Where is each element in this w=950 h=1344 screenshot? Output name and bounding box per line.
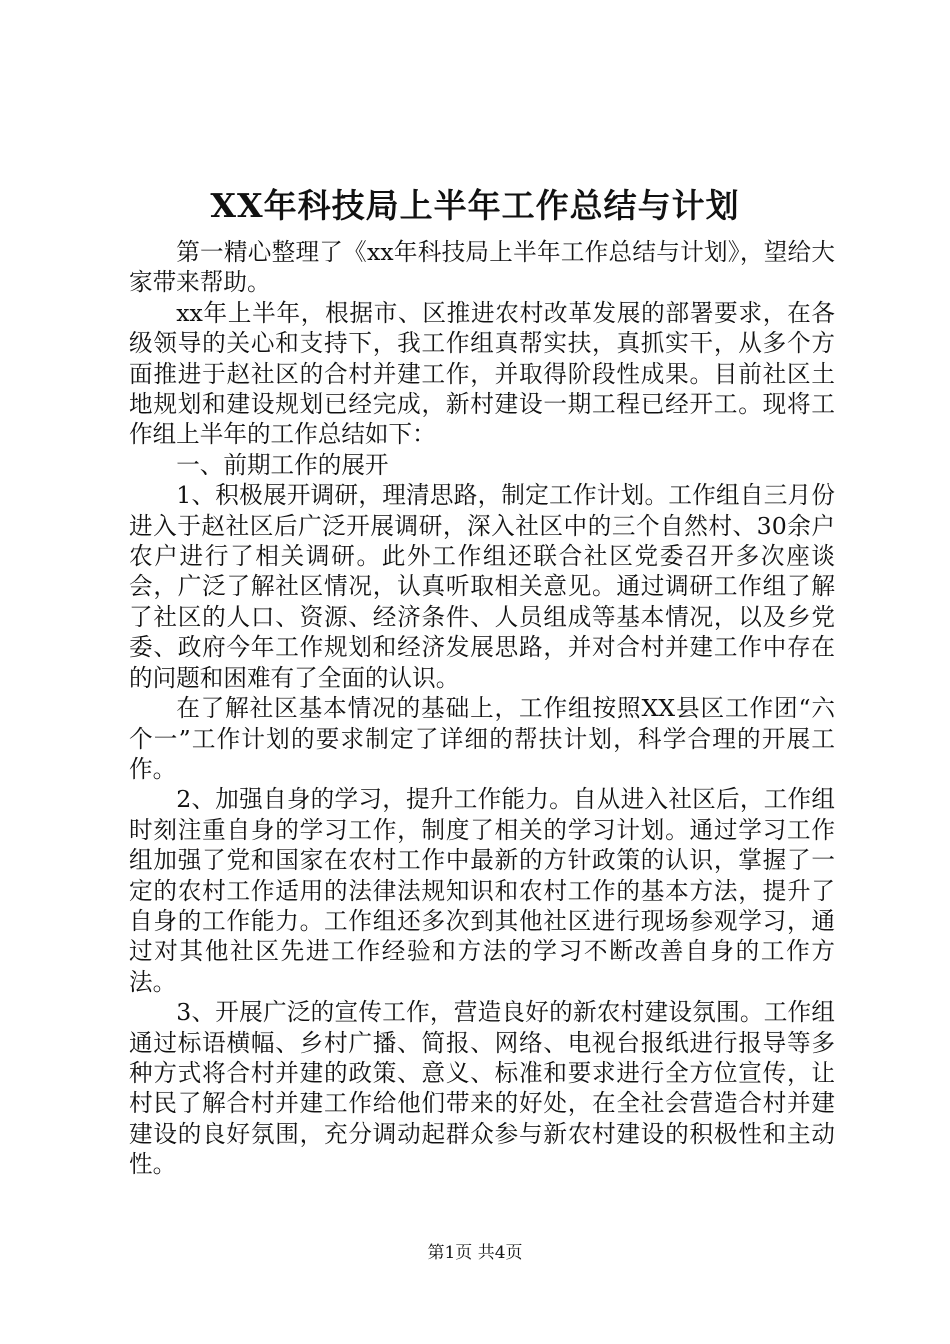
section-heading: 一、前期工作的展开 — [176, 450, 389, 479]
paragraph-item-1: 1、积极展开调研，理清思路，制定工作计划。工作组自三月份进入于赵社区后广泛开展调研，深入社区中的三个自然村、30余户农户进行了相关调研。此外工作组还联合社区党委召开多次座谈会，广泛了解社区情况，认真听取相关意见。通过调研工作组了解了社区的人口、资源、经济条件、人员组成等基本情况，以及乡党委、政府今年工作规划和经济发展思路，并对合村并建工作中存在的问题和困难有了全面的认识。 — [129, 481, 835, 692]
paragraph-overview: xx年上半年，根据市、区推进农村改革发展的部署要求，在各级领导的关心和支持下，我工作组真帮实扶，真抓实干，从多个方面推进于赵社区的合村并建工作，并取得阶段性成果。目前社区土地规划和建设规划已经完成，新村建设一期工程已经开工。现将工作组上半年的工作总结如下： — [129, 298, 835, 449]
paragraph-item-2: 2、加强自身的学习，提升工作能力。自从进入社区后，工作组时刻注重自身的学习工作，制度了相关的学习计划。通过学习工作组加强了党和国家在农村工作中最新的方针政策的认识，掌握了一定的农村工作适用的法律法规知识和农村工作的基本方法，提升了自身的工作能力。工作组还多次到其他社区进行现场参观学习，通过对其他社区先进工作经验和方法的学习不断改善自身的工作方法。 — [129, 785, 835, 996]
document-body — [129, 237, 835, 1180]
paragraph-intro: 第一精心整理了《xx年科技局上半年工作总结与计划》，望给大家带来帮助。 — [129, 238, 835, 297]
document-title: XX年科技局上半年工作总结与计划 — [210, 186, 740, 225]
paragraph-item-3: 3、开展广泛的宣传工作，营造良好的新农村建设氛围。工作组通过标语横幅、乡村广播、简报、网络、电视台报纸进行报导等多种方式将合村并建的政策、意义、标准和要求进行全方位宣传，让村民了解合村并建工作给他们带来的好处，在全社会营造合村并建建设的良好氛围，充分调动起群众参与新农村建设的积极性和主动性。 — [129, 998, 835, 1179]
page-footer: 第1页 共4页 — [427, 1243, 523, 1263]
paragraph-item-1-plan: 在了解社区基本情况的基础上，工作组按照XX县区工作团“六个一”工作计划的要求制定了详细的帮扶计划，科学合理的开展工作。 — [129, 694, 835, 783]
